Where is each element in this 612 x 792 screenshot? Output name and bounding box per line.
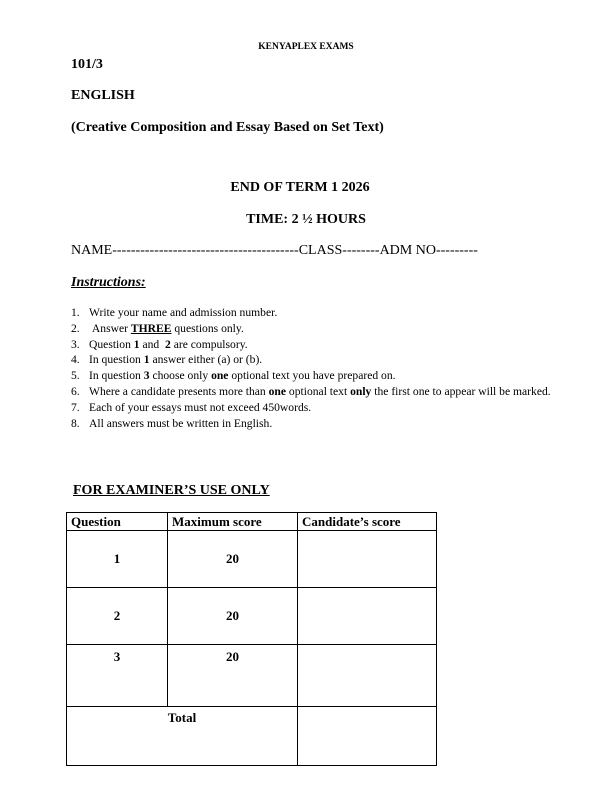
instruction-text: 1 <box>133 337 140 351</box>
instruction-number: 4. <box>71 353 80 367</box>
instruction-text: In question <box>89 353 144 367</box>
instruction-text: optional text <box>286 384 351 398</box>
instruction-text: answer either (a) or (b). <box>149 353 263 367</box>
instruction-number: 5. <box>71 369 80 383</box>
instruction-text: Answer <box>89 321 131 335</box>
table-header-row <box>67 513 437 531</box>
instruction-text: one <box>211 369 229 383</box>
total-row <box>67 707 437 766</box>
instruction-text: 2 <box>165 337 171 351</box>
instruction-text: one <box>268 384 287 398</box>
instruction-text: Each of your essays must not exceed 450words. <box>89 400 312 414</box>
instruction-item <box>71 352 551 368</box>
instruction-item <box>71 305 551 321</box>
question-number: 1 <box>67 531 168 588</box>
question-number: 2 <box>67 588 168 645</box>
instruction-item <box>71 384 551 400</box>
instruction-text: the first one to appear will be marked. <box>371 384 551 398</box>
instruction-text: Question <box>89 337 134 351</box>
instruction-item <box>71 368 551 384</box>
instruction-text: optional text you have prepared on. <box>228 369 396 383</box>
max-score: 20 <box>168 645 298 707</box>
score-table <box>66 512 437 766</box>
instruction-text: questions only. <box>171 321 244 335</box>
brand-header: KENYAPLEX EXAMS <box>258 42 354 52</box>
paper-code: 101/3 <box>71 57 103 72</box>
instruction-text: All answers must be written in English. <box>89 416 273 430</box>
paper-title: (Creative Composition and Essay Based on Set Text) <box>71 120 384 135</box>
examiner-heading: FOR EXAMINER’S USE ONLY <box>73 483 270 498</box>
instruction-text: In question <box>89 369 144 383</box>
header-max-score: Maximum score <box>168 513 298 531</box>
instruction-text: 3 <box>143 369 150 383</box>
table-row <box>67 531 437 588</box>
instruction-number: 8. <box>71 416 80 430</box>
total-score-cell[interactable] <box>298 707 437 766</box>
total-label: Total <box>67 707 298 766</box>
instructions-heading: Instructions: <box>71 275 146 290</box>
exam-time: TIME: 2 ½ HOURS <box>246 212 366 227</box>
instruction-text: THREE <box>130 321 172 335</box>
instruction-number: 7. <box>71 400 80 414</box>
question-number: 3 <box>67 645 168 707</box>
max-score: 20 <box>168 531 298 588</box>
instruction-text: 1 <box>143 353 150 367</box>
instruction-text: are compulsory. <box>170 337 248 351</box>
instruction-item <box>71 321 551 337</box>
max-score: 20 <box>168 588 298 645</box>
instruction-item <box>71 337 551 353</box>
instruction-item <box>71 400 551 416</box>
candidate-score-cell[interactable] <box>298 588 437 645</box>
exam-term: END OF TERM 1 2026 <box>230 180 370 195</box>
instruction-text: Write your name and admission number. <box>89 306 278 319</box>
instruction-item <box>71 416 551 432</box>
candidate-details-line: NAME----------------------------------------CLASS--------ADM NO--------- <box>71 243 478 258</box>
instruction-number: 3. <box>71 337 80 351</box>
instruction-text: Where a candidate presents more than <box>89 384 269 398</box>
subject-title: ENGLISH <box>71 88 135 103</box>
table-row <box>67 588 437 645</box>
instruction-number: 1. <box>71 306 80 319</box>
instructions-list <box>71 305 551 431</box>
candidate-score-cell[interactable] <box>298 645 437 707</box>
instruction-text: choose only <box>149 369 212 383</box>
instruction-text: only <box>350 384 372 398</box>
instruction-text: and <box>139 337 165 351</box>
candidate-score-cell[interactable] <box>298 531 437 588</box>
header-question: Question <box>67 513 168 531</box>
instruction-number: 6. <box>71 384 80 398</box>
table-row <box>67 645 437 707</box>
instruction-number: 2. <box>71 321 80 335</box>
header-candidate-score: Candidate’s score <box>298 513 437 531</box>
